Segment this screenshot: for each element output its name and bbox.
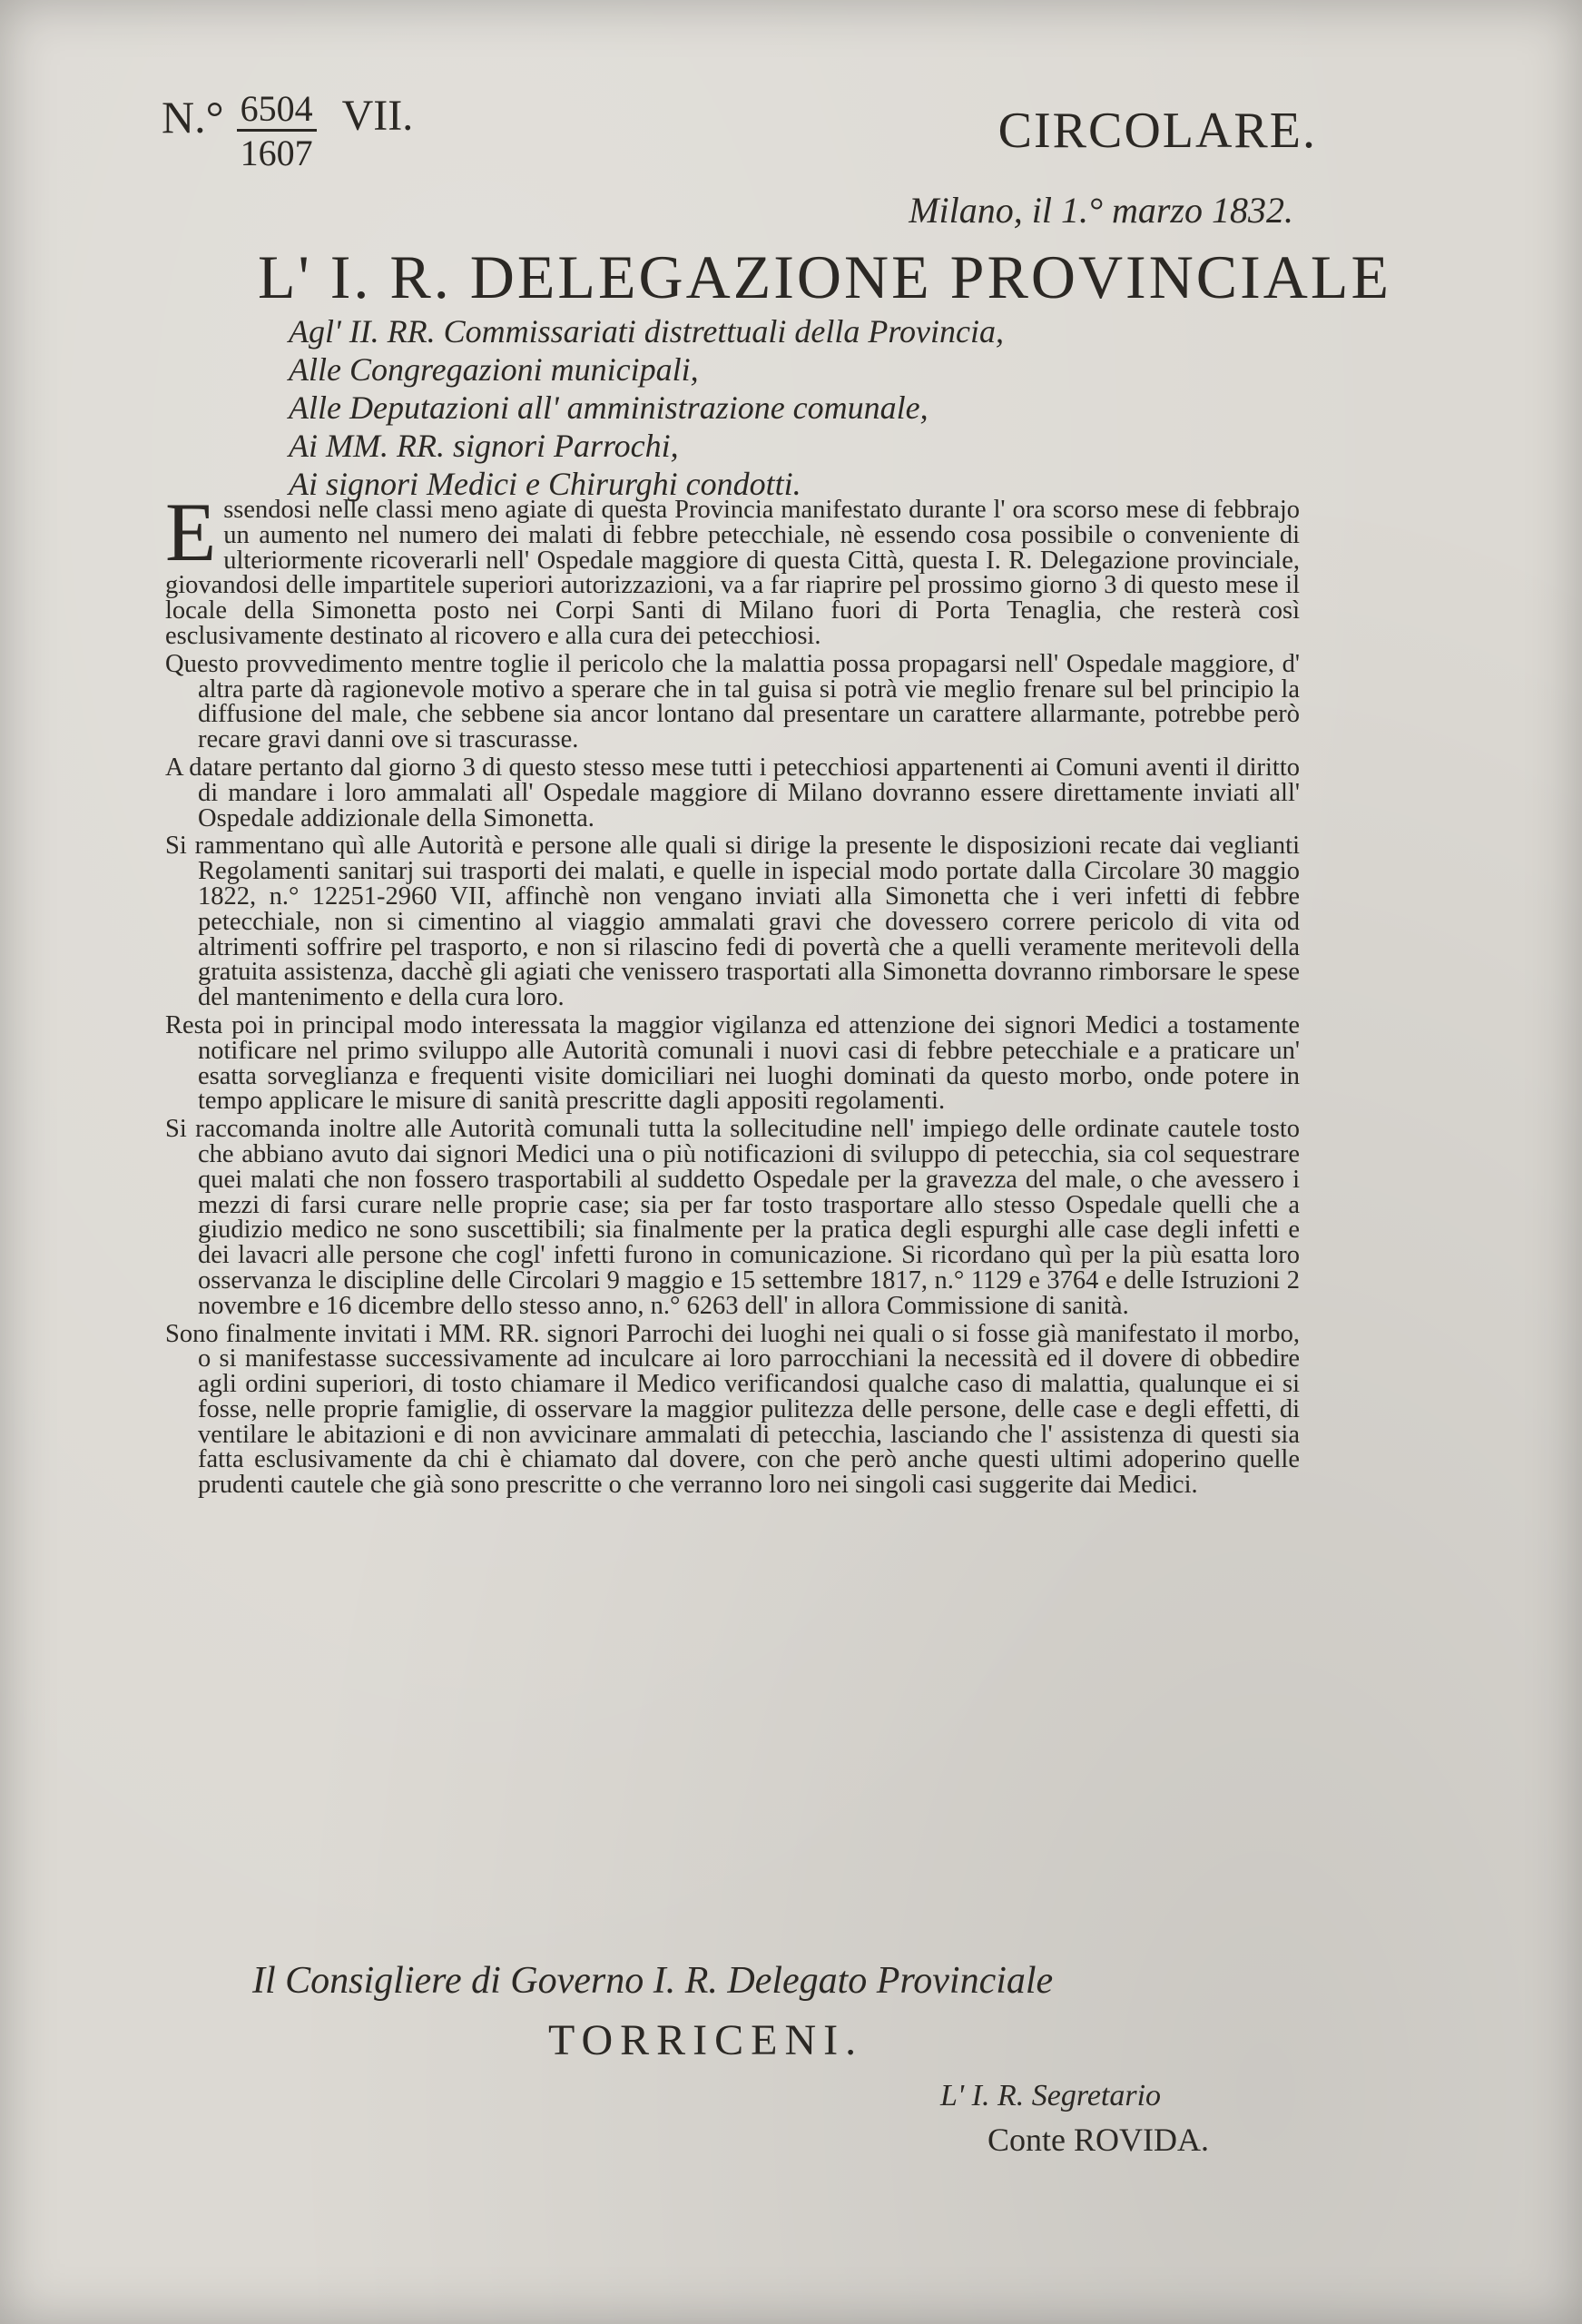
section-roman: VII. xyxy=(341,92,414,140)
signatory-name: TORRICENI. xyxy=(548,2016,864,2064)
secretary-name: Conte ROVIDA. xyxy=(988,2122,1209,2158)
recipient-line: Agl' II. RR. Commissariati distrettuali della Provincia, xyxy=(289,313,1004,350)
recipient-line: Alle Deputazioni all' amministrazione comunale, xyxy=(289,389,929,426)
recipient-line: Ai signori Medici e Chirurghi condotti. xyxy=(289,466,801,502)
body-text xyxy=(165,486,1300,1501)
body-paragraph: Si raccomanda inoltre alle Autorità comunali tutta la sollecitudine nell' impiego delle ordinate cautele tosto che abbiano avuto dai signori Medici una o più notificazioni di sviluppo di petecchia, sia col sequestrare quei malati che non fossero trasportabili al suddetto Ospedale per la gravezza del male, o che avessero i mezzi di farsi curare nelle proprie case; sia per far tosto trasportare allo stesso Ospedale quelli che a giudizio medico ne sono suscettibili; sia finalmente per la pratica degli espurghi alle case degli infetti e dei lavacri alle persone che cogl' infetti furono in comunicazione. Si ricordano quì per la più esatta loro osservanza le discipline delle Circolari 9 maggio e 15 settembre 1817, n.° 1129 e 3764 e delle Istruzioni 2 novembre e 16 dicembre dello stesso anno, n.° 6263 dell' in allora Commissione di sanità. xyxy=(165,1115,1300,1320)
protocol-fraction xyxy=(237,88,317,173)
number-prefix: N.° xyxy=(162,92,224,143)
circular-number xyxy=(162,88,414,173)
document-type: CIRCOLARE. xyxy=(997,103,1317,159)
recipients-list xyxy=(289,312,1004,503)
drop-cap: E xyxy=(165,486,217,578)
body-paragraph: Resta poi in principal modo interessata la maggior vigilanza ed attenzione dei signori Medici a tostamente notificare nel primo sviluppo alle Autorità comunali i nuovi casi di febbre petecchiale e a praticare un' esatta sorveglianza e frequenti visite domiciliari nei luoghi dominati da questo morbo, onde potere in tempo applicare le misure di sanità prescritte dagli appositi regolamenti. xyxy=(165,1010,1300,1116)
first-paragraph-text: ssendosi nelle classi meno agiate di questa Provincia manifestato durante l' ora scorso mese di febbrajo un aumento nel numero dei malati di febbre petecchiale, nè essendo cosa possibile o conveniente di ulteriormente ricoverarli nell' Ospedale maggiore di questa Città, questa I. R. Delegazione provinciale, giovandosi delle impartitele superiori autorizzazioni, va a far riaprire pel prossimo giorno 3 di questo mese il locale della Simonetta posto nei Corpi Santi di Milano fuori di Porta Tenaglia, che resterà così esclusivamente destinato al ricovero e alla cura dei petecchiosi. xyxy=(165,496,1300,650)
body-paragraph xyxy=(165,486,1300,650)
protocol-subnumber: 1607 xyxy=(240,133,313,173)
protocol-number: 6504 xyxy=(237,91,317,132)
body-paragraph: Questo provvedimento mentre toglie il pericolo che la malattia possa propagarsi nell' Ospedale maggiore, d' altra parte dà ragionevole motivo a sperare che in tal guisa si potrà vie meglio frenare sul bel principio la diffusione del male, che sebbene sia ancor lontano dal presentare un carattere allarmante, potrebbe però recare gravi danni ove si trascurasse. xyxy=(165,649,1300,754)
body-paragraph: A datare pertanto dal giorno 3 di questo stesso mese tutti i petecchiosi appartenenti ai Comuni aventi il diritto di mandare i loro ammalati all' Ospedale maggiore di Milano dovranno essere direttamente inviati all' Ospedale addizionale della Simonetta. xyxy=(165,753,1300,832)
signatory-title: Il Consigliere di Governo I. R. Delegato Provinciale xyxy=(252,1960,1054,2002)
recipient-line: Alle Congregazioni municipali, xyxy=(289,351,699,388)
issuer-title: L' I. R. DELEGAZIONE PROVINCIALE xyxy=(258,242,1391,311)
body-paragraph: Sono finalmente invitati i MM. RR. signori Parrochi dei luoghi nei quali o si fosse già manifestato il morbo, o si manifestasse successivamente ad inculcare ai loro parrocchiani la necessità ed il dovere di obbedire agli ordini superiori, di tosto chiamare il Medico verificandosi qualche caso di malattia, qualunque ei si fosse, nelle proprie famiglie, di osservare la maggior pulitezza delle persone, delle case e degli effetti, di ventilare le abitazioni e di non avvicinare ammalati di petecchia, lasciando che l' assistenza di questi sia fatta esclusivamente da chi è chiamato dal dovere, con che però anche questi ultimi adoperino quelle prudenti cautele che già sono prescritte o che verranno loro nei singoli casi suggerite dai Medici. xyxy=(165,1319,1300,1500)
secretary-title: L' I. R. Segretario xyxy=(940,2079,1162,2112)
recipient-line: Ai MM. RR. signori Parrochi, xyxy=(289,428,679,464)
body-paragraph: Si rammentano quì alle Autorità e persone alle quali si dirige la presente le disposizioni recate dai veglianti Regolamenti sanitarj sui trasporti dei malati, e quelle in ispecial modo portate dalla Circolare 30 maggio 1822, n.° 12251-2960 VII, affinchè non vengano inviati alla Simonetta che i veri infetti di febbre petecchiale, non si cimentino al viaggio ammalati gravi che dovessero correre pericolo di vita od altrimenti soffrire pel trasporto, e non si rilascino fedi di povertà che a quelli veramente meritevoli della gratuita assistenza, dacchè gli agiati che venissero trasportati alla Simonetta dovranno rimborsare le spese del mantenimento e della cura loro. xyxy=(165,832,1300,1012)
dateline: Milano, il 1.° marzo 1832. xyxy=(909,190,1293,231)
